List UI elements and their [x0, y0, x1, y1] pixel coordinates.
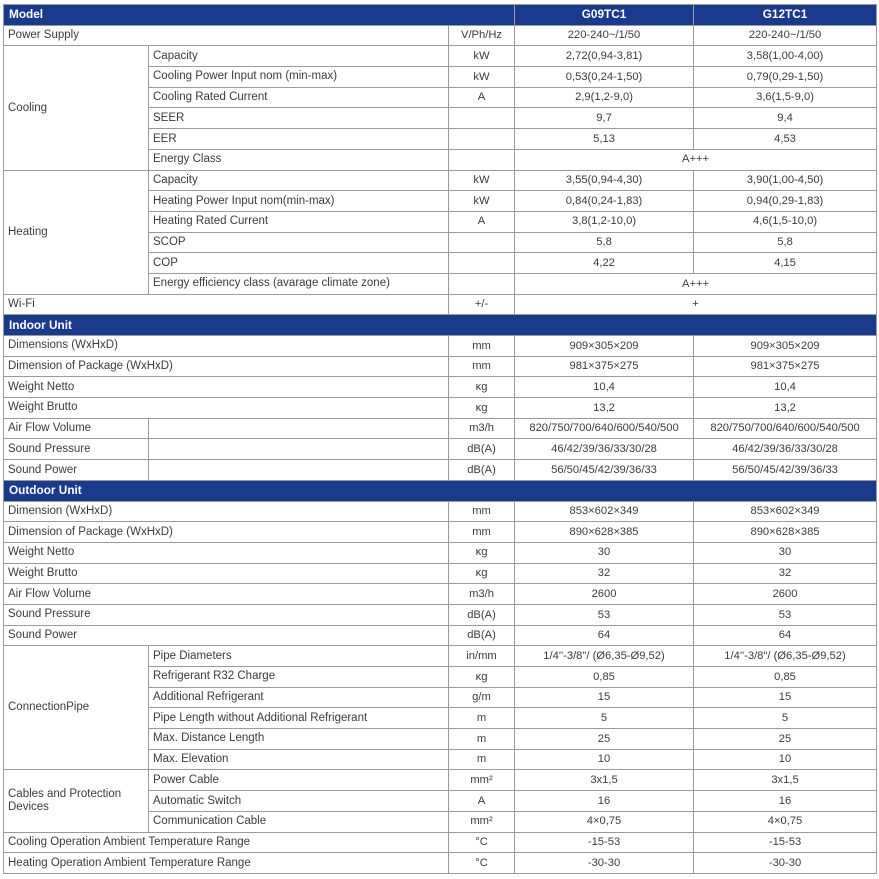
unit-cell	[449, 232, 515, 253]
empty-cell	[149, 439, 449, 460]
value-cell-g09tc1: 4×0,75	[515, 811, 694, 832]
spec-row	[4, 170, 877, 191]
value-cell-g12tc1: 53	[694, 604, 877, 625]
value-cell-g09tc1: 9,7	[515, 108, 694, 129]
row-label: SCOP	[149, 232, 449, 253]
spec-row	[4, 418, 877, 439]
row-label: Sound Power	[4, 460, 149, 481]
value-cell-g12tc1: 13,2	[694, 398, 877, 419]
spec-row	[4, 646, 877, 667]
unit-cell: A	[449, 87, 515, 108]
value-cell-g12tc1: 56/50/45/42/39/36/33	[694, 460, 877, 481]
group-label: ConnectionPipe	[4, 646, 149, 770]
value-cell-g12tc1: 4,15	[694, 253, 877, 274]
spec-row	[4, 294, 877, 315]
unit-cell: dB(A)	[449, 439, 515, 460]
value-cell-g09tc1: 890×628×385	[515, 522, 694, 543]
value-cell-g09tc1: 53	[515, 604, 694, 625]
row-label: Weight Brutto	[4, 563, 449, 584]
spec-row	[4, 439, 877, 460]
row-label: EER	[149, 129, 449, 150]
spec-row	[4, 542, 877, 563]
spec-row	[4, 625, 877, 646]
spec-row	[4, 832, 877, 853]
row-label: COP	[149, 253, 449, 274]
unit-cell: mm²	[449, 811, 515, 832]
row-label: Capacity	[149, 46, 449, 67]
value-cell-g12tc1: 10,4	[694, 377, 877, 398]
value-cell-g12tc1: 10	[694, 749, 877, 770]
spec-row	[4, 25, 877, 46]
unit-cell: V/Ph/Hz	[449, 25, 515, 46]
unit-cell: m3/h	[449, 418, 515, 439]
value-cell-g09tc1: 2,9(1,2-9,0)	[515, 87, 694, 108]
spec-row	[4, 336, 877, 357]
value-cell-g09tc1: 13,2	[515, 398, 694, 419]
unit-cell: g/m	[449, 687, 515, 708]
section-row	[4, 480, 877, 501]
row-label: Cooling Power Input nom (min-max)	[149, 67, 449, 88]
unit-cell: A	[449, 791, 515, 812]
row-label: Weight Netto	[4, 542, 449, 563]
row-label: Dimension (WxHxD)	[4, 501, 449, 522]
value-cell-g12tc1: 25	[694, 729, 877, 750]
group-label: Heating	[4, 170, 149, 294]
value-cell-g12tc1: 0,94(0,29-1,83)	[694, 191, 877, 212]
value-cell-g09tc1: 5,13	[515, 129, 694, 150]
value-cell-g09tc1: 16	[515, 791, 694, 812]
value-cell-g12tc1: 16	[694, 791, 877, 812]
value-cell-g09tc1: 853×602×349	[515, 501, 694, 522]
unit-cell: kW	[449, 170, 515, 191]
value-cell-g09tc1: 2,72(0,94-3,81)	[515, 46, 694, 67]
spec-row	[4, 398, 877, 419]
model-name-g12tc1: G12TC1	[694, 5, 877, 26]
value-cell-span: A+++	[515, 149, 877, 170]
row-label: Sound Power	[4, 625, 449, 646]
unit-cell: dB(A)	[449, 460, 515, 481]
unit-cell: ĸg	[449, 542, 515, 563]
value-cell-g12tc1: 32	[694, 563, 877, 584]
value-cell-g09tc1: 15	[515, 687, 694, 708]
value-cell-g12tc1: 5	[694, 708, 877, 729]
value-cell-g09tc1: 10,4	[515, 377, 694, 398]
value-cell-g12tc1: 30	[694, 542, 877, 563]
model-header-row	[4, 5, 877, 26]
value-cell-g12tc1: 4,6(1,5-10,0)	[694, 211, 877, 232]
model-name-g09tc1: G09TC1	[515, 5, 694, 26]
unit-cell: m	[449, 729, 515, 750]
value-cell-g12tc1: 820/750/700/640/600/540/500	[694, 418, 877, 439]
value-cell-g09tc1: 5	[515, 708, 694, 729]
spec-row	[4, 563, 877, 584]
value-cell-g09tc1: 220-240~/1/50	[515, 25, 694, 46]
value-cell-g12tc1: 4,53	[694, 129, 877, 150]
row-label: Energy efficiency class (avarage climate zone)	[149, 273, 449, 294]
row-label: Capacity	[149, 170, 449, 191]
row-label: Pipe Diameters	[149, 646, 449, 667]
unit-cell	[449, 149, 515, 170]
unit-cell: dB(A)	[449, 604, 515, 625]
row-label: Dimension of Package (WxHxD)	[4, 356, 449, 377]
empty-cell	[149, 460, 449, 481]
value-cell-g09tc1: 3,55(0,94-4,30)	[515, 170, 694, 191]
unit-cell: in/mm	[449, 646, 515, 667]
row-label: Automatic Switch	[149, 791, 449, 812]
spec-row	[4, 770, 877, 791]
value-cell-g12tc1: -30-30	[694, 853, 877, 874]
row-label: Power Supply	[4, 25, 449, 46]
row-label: Cooling Rated Current	[149, 87, 449, 108]
spec-row	[4, 377, 877, 398]
row-label: Refrigerant R32 Charge	[149, 667, 449, 688]
value-cell-g12tc1: 3x1,5	[694, 770, 877, 791]
unit-cell: ĸg	[449, 667, 515, 688]
value-cell-g09tc1: 4,22	[515, 253, 694, 274]
value-cell-g12tc1: 220-240~/1/50	[694, 25, 877, 46]
row-label: Pipe Length without Additional Refrigerant	[149, 708, 449, 729]
value-cell-g09tc1: 56/50/45/42/39/36/33	[515, 460, 694, 481]
spec-row	[4, 853, 877, 874]
section-header: Indoor Unit	[4, 315, 877, 336]
row-label: Sound Pressure	[4, 604, 449, 625]
unit-cell: dB(A)	[449, 625, 515, 646]
row-label: Weight Netto	[4, 377, 449, 398]
value-cell-g12tc1: 64	[694, 625, 877, 646]
value-cell-g12tc1: 0,79(0,29-1,50)	[694, 67, 877, 88]
value-cell-g12tc1: 1/4''-3/8"/ (Ø6,35-Ø9,52)	[694, 646, 877, 667]
value-cell-g09tc1: 0,53(0,24-1,50)	[515, 67, 694, 88]
empty-cell	[149, 418, 449, 439]
row-label: Heating Rated Current	[149, 211, 449, 232]
value-cell-span: A+++	[515, 273, 877, 294]
group-label: Cables and Protection Devices	[4, 770, 149, 832]
value-cell-g12tc1: 981×375×275	[694, 356, 877, 377]
spec-row	[4, 604, 877, 625]
unit-cell: mm	[449, 356, 515, 377]
spec-table-body	[4, 25, 877, 873]
value-cell-g09tc1: 820/750/700/640/600/540/500	[515, 418, 694, 439]
unit-cell: mm²	[449, 770, 515, 791]
row-label: Heating Power Input nom(min-max)	[149, 191, 449, 212]
value-cell-g09tc1: 981×375×275	[515, 356, 694, 377]
row-label: Communication Cable	[149, 811, 449, 832]
spec-row	[4, 46, 877, 67]
unit-cell: °C	[449, 832, 515, 853]
value-cell-span: +	[515, 294, 877, 315]
value-cell-g12tc1: 890×628×385	[694, 522, 877, 543]
unit-cell: A	[449, 211, 515, 232]
value-cell-g12tc1: 4×0,75	[694, 811, 877, 832]
row-label: Dimensions (WxHxD)	[4, 336, 449, 357]
spec-row	[4, 356, 877, 377]
value-cell-g09tc1: 5,8	[515, 232, 694, 253]
value-cell-g09tc1: 0,84(0,24-1,83)	[515, 191, 694, 212]
value-cell-g12tc1: 9,4	[694, 108, 877, 129]
unit-cell: kW	[449, 46, 515, 67]
unit-cell: +/-	[449, 294, 515, 315]
value-cell-g09tc1: 3,8(1,2-10,0)	[515, 211, 694, 232]
unit-cell: mm	[449, 501, 515, 522]
value-cell-g09tc1: 1/4''-3/8"/ (Ø6,35-Ø9,52)	[515, 646, 694, 667]
row-label: Energy Class	[149, 149, 449, 170]
unit-cell: ĸg	[449, 398, 515, 419]
value-cell-g12tc1: 853×602×349	[694, 501, 877, 522]
row-label: Weight Brutto	[4, 398, 449, 419]
value-cell-g09tc1: 0,85	[515, 667, 694, 688]
row-label: Air Flow Volume	[4, 418, 149, 439]
row-label: SEER	[149, 108, 449, 129]
value-cell-g09tc1: 25	[515, 729, 694, 750]
section-header: Outdoor Unit	[4, 480, 877, 501]
row-label: Power Cable	[149, 770, 449, 791]
unit-cell: ĸg	[449, 563, 515, 584]
spec-row	[4, 501, 877, 522]
spec-table	[3, 4, 877, 874]
row-label: Max. Distance Length	[149, 729, 449, 750]
unit-cell	[449, 108, 515, 129]
row-label: Sound Pressure	[4, 439, 149, 460]
spec-row	[4, 584, 877, 605]
row-label: Heating Operation Ambient Temperature Range	[4, 853, 449, 874]
value-cell-g12tc1: 3,90(1,00-4,50)	[694, 170, 877, 191]
unit-cell: kW	[449, 191, 515, 212]
unit-cell	[449, 273, 515, 294]
unit-cell: ĸg	[449, 377, 515, 398]
section-row	[4, 315, 877, 336]
value-cell-g09tc1: 64	[515, 625, 694, 646]
unit-cell: m	[449, 749, 515, 770]
value-cell-g12tc1: 46/42/39/36/33/30/28	[694, 439, 877, 460]
unit-cell: kW	[449, 67, 515, 88]
row-label: Dimension of Package (WxHxD)	[4, 522, 449, 543]
value-cell-g12tc1: 3,6(1,5-9,0)	[694, 87, 877, 108]
row-label: Cooling Operation Ambient Temperature Range	[4, 832, 449, 853]
unit-cell: m3/h	[449, 584, 515, 605]
unit-cell: °C	[449, 853, 515, 874]
value-cell-g09tc1: 10	[515, 749, 694, 770]
value-cell-g12tc1: 5,8	[694, 232, 877, 253]
value-cell-g12tc1: 909×305×209	[694, 336, 877, 357]
unit-cell: mm	[449, 522, 515, 543]
value-cell-g12tc1: 3,58(1,00-4,00)	[694, 46, 877, 67]
value-cell-g09tc1: -15-53	[515, 832, 694, 853]
group-label: Cooling	[4, 46, 149, 170]
value-cell-g12tc1: 2600	[694, 584, 877, 605]
value-cell-g12tc1: 15	[694, 687, 877, 708]
value-cell-g09tc1: 46/42/39/36/33/30/28	[515, 439, 694, 460]
row-label: Max. Elevation	[149, 749, 449, 770]
value-cell-g09tc1: 3x1,5	[515, 770, 694, 791]
unit-cell	[449, 129, 515, 150]
value-cell-g12tc1: -15-53	[694, 832, 877, 853]
row-label: Additional Refrigerant	[149, 687, 449, 708]
value-cell-g09tc1: 2600	[515, 584, 694, 605]
value-cell-g09tc1: 32	[515, 563, 694, 584]
model-header-label: Model	[4, 5, 515, 26]
spec-row	[4, 460, 877, 481]
value-cell-g12tc1: 0,85	[694, 667, 877, 688]
value-cell-g09tc1: 30	[515, 542, 694, 563]
row-label: Wi-Fi	[4, 294, 449, 315]
spec-row	[4, 522, 877, 543]
value-cell-g09tc1: -30-30	[515, 853, 694, 874]
unit-cell: m	[449, 708, 515, 729]
value-cell-g09tc1: 909×305×209	[515, 336, 694, 357]
row-label: Air Flow Volume	[4, 584, 449, 605]
unit-cell: mm	[449, 336, 515, 357]
unit-cell	[449, 253, 515, 274]
